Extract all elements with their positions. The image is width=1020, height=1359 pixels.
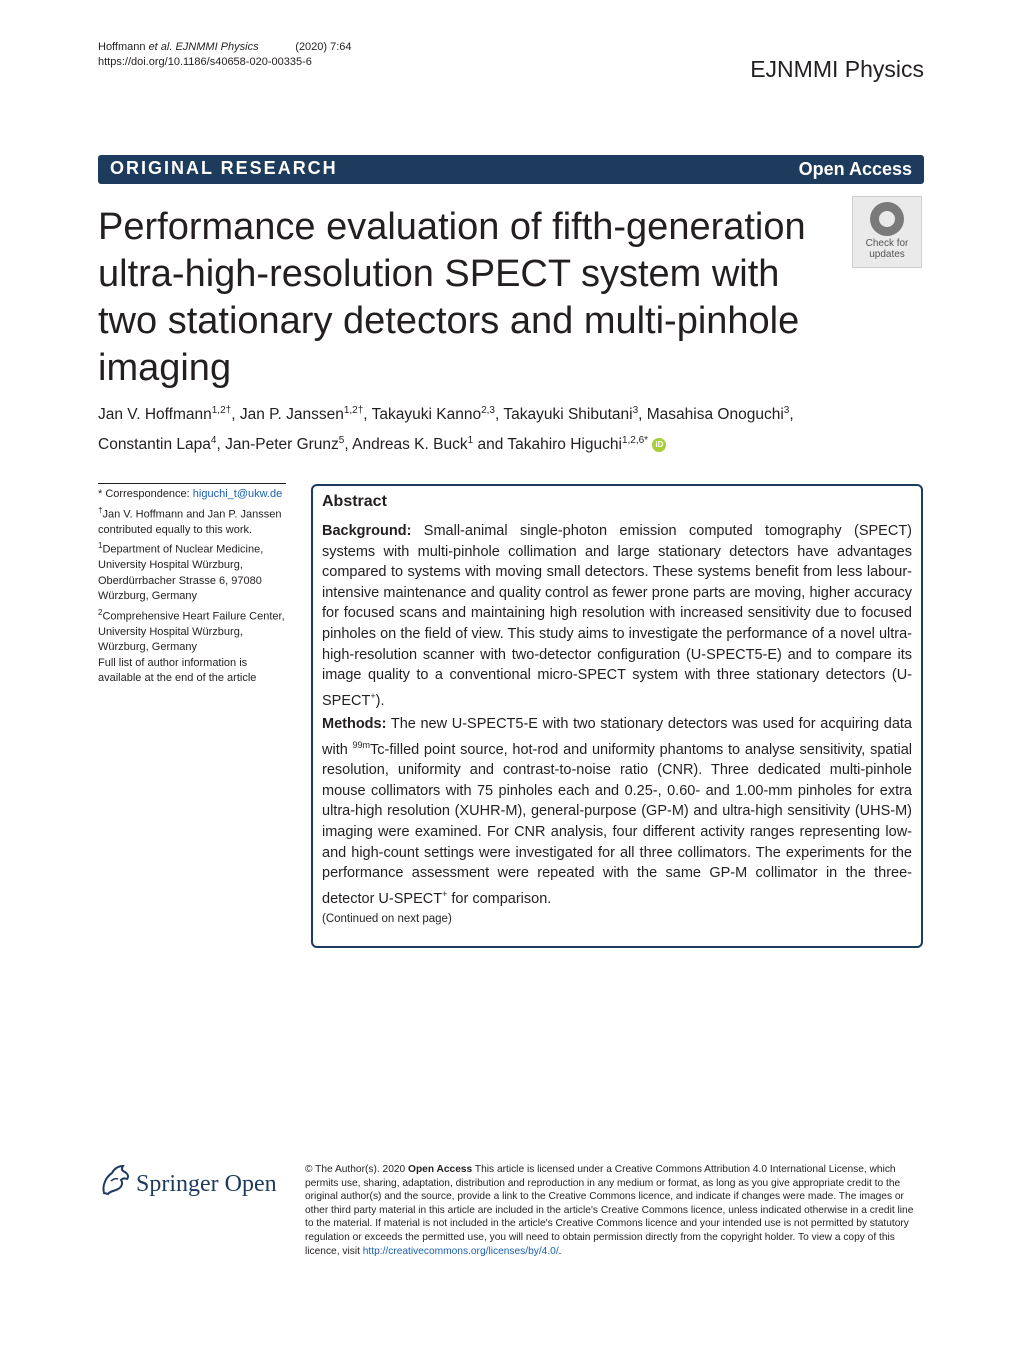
author-info-note: Full list of author information is available at the end of the article [98,656,257,685]
author-affiliation-sup: 3 [783,405,790,416]
article-type: ORIGINAL RESEARCH [110,158,338,178]
citation-authors: Hoffmann [98,41,149,53]
author-affiliation-sup: 4 [210,435,217,447]
continued-note: (Continued on next page) [322,913,452,926]
author-name[interactable]: Andreas K. Buck [352,436,468,454]
article-type-banner [98,155,924,184]
abstract-methods: Methods: The new U-SPECT5-E with two stationary detectors was used for acquiring data with $^{99m}$Tc-filled point source, hot-rod and uniformity phantoms to analyse sensitivity, spatial resolution, uniformity and contrast-to-noise ratio (CNR). Three dedicated multi-pinhole mouse collimators with 75 pinholes each and 0.25-, 0.60- and 1.00-mm pinholes for extra ultra-high resolution (XUHR-M), general-purpose (GP-M) and ultra-high sensitivity (UHS-M) imaging were examined. For CNR analysis, four different activity ranges representing low- and high-count settings were investigated for all three collimators. The experiments for the performance assessment were repeated with the same GP-M collimator in the three-detector U-SPECT+ for comparison. [322,716,912,907]
author-affiliation-sup: 1,2† [343,405,364,416]
citation-year: (2020) 7:64 [295,41,352,53]
author-name[interactable]: Jan P. Janssen [239,406,344,424]
footer-open-access: Open Access [408,1164,473,1175]
journal-name: EJNMMI Physics [750,56,924,82]
article-title: Performance evaluation of fifth-generation ultra-high-resolution SPECT system with two stationary detectors and multi-pinhole imaging [98,206,806,389]
check-updates-icon [870,202,904,236]
affiliations [98,487,288,687]
author-affiliation-sup: 1,2† [211,405,232,416]
license-link[interactable]: http://creativecommons.org/licenses/by/4.0/ [362,1245,559,1257]
check-updates-label-1: Check for [865,238,909,249]
doi-link[interactable]: https://doi.org/10.1186/s40658-020-00335-6 [98,56,312,68]
author-name[interactable]: Takahiro Higuchi [507,436,622,454]
orcid-icon[interactable]: iD [652,438,666,452]
author-list: Jan V. Hoffmann$^{1,2\dagger}$, Jan P. Janssen$^{1,2\dagger}$, Takayuki Kanno$^{2,3}$, Takayuki Shibutani$^3$, Masahisa Onoguchi$^3$, Constantin Lapa$^4$, Jan-Peter Grunz$^5$, Andreas K. Buck$^1$ and Takahiro Higuchi$^{1,2,6*}$ iD [98,405,794,454]
author-affiliation-sup: 1,2,6* [621,435,649,447]
license-footer: © The Author(s). 2020 Open Access This article is licensed under a Creative Commons Attribution 4.0 International License, which permits use, sharing, adaptation, distribution and reproduction in any medium or format, as long as you give appropriate credit to the original author(s) and the source, provide a link to the Creative Commons licence, and indicate if changes were made. The images or other third party material in this article are included in the article's Creative Commons licence, unless indicated otherwise in a credit line to the material. If material is not included in the article's Creative Commons licence and your intended use is not permitted by statutory regulation or exceeds the permitted use, you will need to obtain permission directly from the copyright holder. To view a copy of this licence, visit http://creativecommons.org/licenses/by/4.0/. [305,1164,914,1257]
author-name[interactable]: Masahisa Onoguchi [646,406,784,424]
citation-etal: et al. EJNMMI Physics [148,41,259,53]
license-text: This article is licensed under a Creative Commons Attribution 4.0 International License, which permits use, sharing, adaptation, distribution and reproduction in any medium or format, as long as you give appropriate credit to the original author(s) and the source, provide a link to the Creative Commons licence, and indicate if changes were made. The images or other third party material in this article are included in the article's Creative Commons licence, unless indicated otherwise in a credit line to the material. If material is not included in the article's Creative Commons licence and your intended use is not permitted by statutory regulation or exceeds the permitted use, you will need to obtain permission directly from the copyright holder. To view a copy of this licence, visit [305,1164,914,1257]
affiliation-2: $^2$Comprehensive Heart Failure Center, University Hospital Würzburg, Würzburg, Germany [98,607,285,654]
springer-horse-icon [98,1163,132,1199]
correspondence-email-link[interactable]: higuchi_t@ukw.de [192,488,283,500]
authors-and: and [473,436,508,454]
citation-line [98,40,352,55]
abstract-box [311,484,923,948]
affiliation-divider [98,483,286,484]
equal-contribution-note: †Jan V. Hoffmann and Jan P. Janssen contributed equally to this work. [98,505,282,536]
author-affiliation-sup: 5 [338,435,345,447]
author-name[interactable]: Jan V. Hoffmann [98,406,212,424]
check-for-updates-button[interactable] [852,196,922,268]
open-access-label: Open Access [798,159,912,179]
running-header [98,40,352,70]
author-name[interactable]: Constantin Lapa [98,436,211,454]
author-affiliation-sup: 3 [632,405,639,416]
affiliation-1: $^1$Department of Nuclear Medicine, University Hospital Würzburg, Oberdürrbacher Strasse 6, 97080 Würzburg, Germany [98,541,264,603]
author-name[interactable]: Jan-Peter Grunz [225,436,339,454]
correspondence: * Correspondence: higuchi_t@ukw.de [98,488,283,500]
author-affiliation-sup: 2,3 [481,405,495,416]
springer-open-logo [98,1163,288,1203]
abstract-background: Background: Small-animal single-photon emission computed tomography (SPECT) systems with multi-pinhole collimation and large stationary detectors have advantages compared to systems with moving small detectors. These systems benefit from less labour-intensive maintenance and quality control as fewer prone parts are moving, higher accuracy for focused scans and maintaining high resolution with increased sensitivity due to focused pinholes on the field of view. This study aims to investigate the performance of a novel ultra-high-resolution scanner with two-detector configuration (U-SPECT5-E) and to compare its image quality to a conventional micro-SPECT system with three stationary detectors (U-SPECT+). [322,523,912,709]
author-affiliation-sup: 1 [467,435,474,447]
author-name[interactable]: Takayuki Kanno [371,406,482,424]
springer-brand: Springer [136,1171,219,1197]
springer-brand-open: Open [224,1171,277,1197]
abstract-heading: Abstract [322,493,387,510]
check-updates-label-2: updates [869,249,905,260]
copyright: © The Author(s). 2020 [305,1164,409,1175]
author-name[interactable]: Takayuki Shibutani [503,406,633,424]
